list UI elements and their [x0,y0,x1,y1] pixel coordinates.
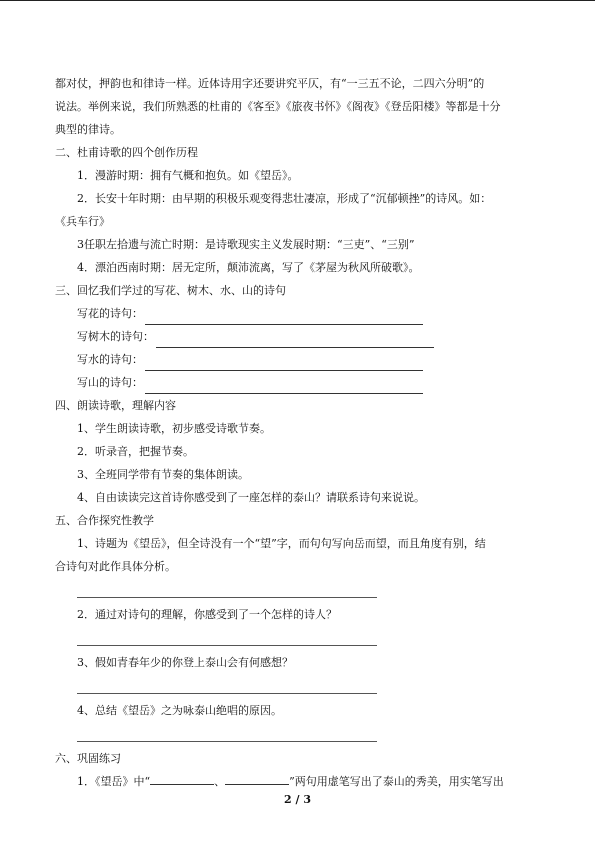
fill-in-mountain [55,371,543,394]
answer-line[interactable] [77,626,377,646]
question: 4、总结《望岳》之为咏泰山绝唱的原因。 [77,704,282,717]
exercise-text: ”两句用虚笔写出了泰山的秀美，用实笔写出 [289,775,504,788]
answer-line[interactable] [145,309,423,325]
list-item: 3任职左拾遗与流亡时期：是诗歌现实主义发展时期：“三吏”、“三别” [77,238,415,251]
section-heading: 四、朗读诗歌，理解内容 [55,399,176,412]
list-item: 4．漂泊西南时期：居无定所，颠沛流离，写了《茅屋为秋风所破歌》。 [77,261,420,274]
field-label: 写山的诗句： [77,376,143,389]
answer-line[interactable] [77,674,377,694]
question-continuation: 合诗句对此作具体分析。 [55,560,176,573]
field-label: 写树木的诗句： [77,330,154,343]
answer-line[interactable] [145,355,423,371]
fill-in-flower [55,302,543,325]
list-item: 1、学生朗读诗歌，初步感受诗歌节奏。 [77,422,271,435]
field-label: 写花的诗句： [77,307,143,320]
exercise-text: 1．《望岳》中“ [77,775,151,788]
document-body [55,72,543,793]
field-label: 写水的诗句： [77,353,143,366]
fill-in-tree [55,325,543,348]
fill-in-water [55,348,543,371]
list-item: 1．漫游时期：拥有气概和抱负。如《望岳》。 [77,169,299,182]
blank-1[interactable] [150,772,214,785]
answer-line[interactable] [156,332,434,348]
list-item: 2．长安十年时期：由早期的积极乐观变得悲壮凄凉，形成了“沉郁顿挫”的诗风。如： [77,192,492,205]
blank-2[interactable] [225,772,289,785]
section-3 [55,279,543,394]
list-item-continuation: 《兵车行》 [55,215,110,228]
section-heading: 六、巩固练习 [55,752,121,765]
section-4 [55,394,543,509]
intro-paragraph [55,72,543,141]
page-number: 2 / 3 [284,793,311,806]
list-item: 3、全班同学带有节奏的集体朗读。 [77,468,249,481]
question: 3、假如青春年少的你登上泰山会有何感想？ [77,656,293,669]
section-5 [55,509,543,742]
section-2 [55,141,543,279]
answer-line[interactable] [145,378,423,394]
text-line: 典型的律诗。 [55,123,121,136]
list-item: 4、自由读读完这首诗你感受到了一座怎样的泰山？请联系诗句来说说。 [77,491,425,504]
exercise-text: 、 [214,775,226,788]
section-heading: 三、回忆我们学过的写花、树木、水、山的诗句 [55,284,286,297]
question: 1、诗题为《望岳》，但全诗没有一个“望”字，而句句写向岳而望，而且角度有别，结 [77,537,486,550]
section-heading: 五、合作探究性教学 [55,514,154,527]
answer-line[interactable] [77,578,377,598]
list-item: 2．听录音，把握节奏。 [77,445,194,458]
answer-line[interactable] [77,722,377,742]
text-line: 都对仗，押韵也和律诗一样。近体诗用字还要讲究平仄，有“一三五不论，二四六分明”的 [55,77,485,90]
section-6 [55,747,543,793]
header-rule [0,0,595,1]
section-heading: 二、杜甫诗歌的四个创作历程 [55,146,198,159]
text-line: 说法。举例来说，我们所熟悉的杜甫的《客至》《旅夜书怀》《阁夜》《登岳阳楼》等都是十分 [55,100,501,113]
exercise [55,770,543,793]
question: 2．通过对诗句的理解，你感受到了一个怎样的诗人？ [77,608,337,621]
